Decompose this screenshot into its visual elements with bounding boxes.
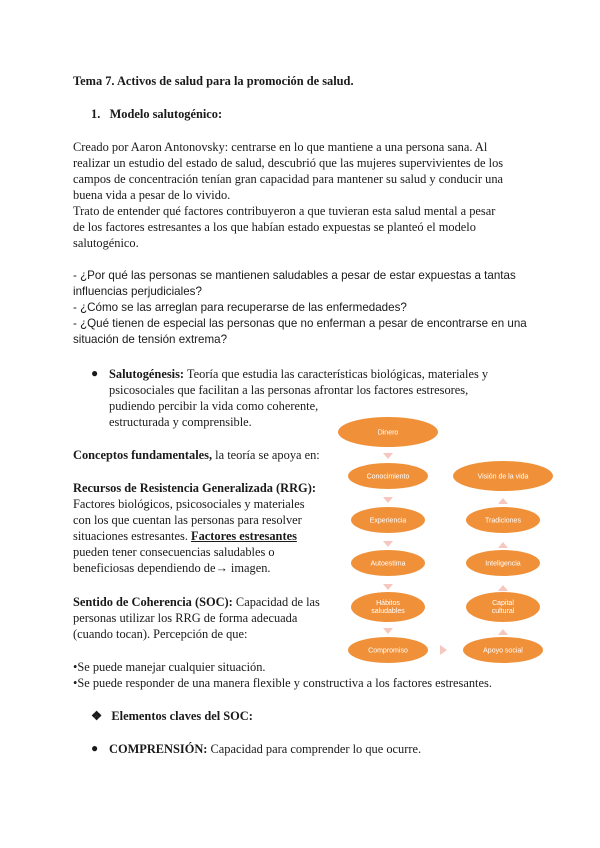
- arrow-up-icon: [498, 585, 508, 591]
- question-line: situación de tensión extrema?: [73, 333, 228, 346]
- intro-line: Creado por Aaron Antonovsky: centrarse en lo que mantiene a una persona sana. Al: [73, 140, 488, 154]
- intro-line: realizar un estudio del estado de salud, descubrió que las mujeres supervivientes de los: [73, 156, 504, 170]
- arrow-down-icon: [383, 541, 393, 547]
- rrg-text: situaciones estresantes.: [73, 529, 192, 543]
- intro-line: Trato de entender qué factores contribuyeron a que tuvieran esta salud mental a pesar: [73, 204, 496, 218]
- question-line: influencias perjudiciales?: [73, 285, 202, 298]
- conceptos-term: Conceptos fundamentales,: [73, 448, 213, 462]
- comprension-text: Capacidad para comprender lo que ocurre.: [207, 742, 422, 756]
- arrow-up-icon: [498, 629, 508, 635]
- arrow-right-icon: [440, 645, 447, 655]
- node-label: cultural: [491, 608, 515, 615]
- rrg-line: con los que cuentan las personas para resolver: [73, 513, 302, 527]
- health-assets-diagram: [336, 385, 556, 670]
- conceptos-line: [73, 447, 320, 463]
- question-line: - ¿Por qué las personas se mantienen saludables a pesar de estar expuestas a tantas: [73, 269, 516, 282]
- node-label: Dinero: [377, 429, 399, 437]
- node-label: saludables: [371, 608, 405, 615]
- soc-point: •Se puede manejar cualquier situación.: [73, 660, 266, 674]
- rrg-line: [73, 528, 297, 544]
- arrow-down-icon: [383, 453, 393, 459]
- comprension-line: [109, 741, 421, 757]
- node-label: Capital: [492, 600, 514, 607]
- node-label: Compromiso: [368, 647, 408, 655]
- saluto-line: psicosociales que facilitan a las personas afrontar los factores estresores,: [109, 383, 469, 397]
- section-label: Modelo salutogénico:: [109, 107, 223, 121]
- factores-estresantes-term: Factores estresantes: [191, 529, 297, 543]
- intro-line: de los factores estresantes a los que habían estado expuestas se planteó el modelo: [73, 220, 476, 234]
- rrg-line: beneficiosas dependiendo de→ imagen.: [73, 561, 271, 575]
- arrow-down-icon: [383, 584, 393, 590]
- rrg-line: Factores biológicos, psicosociales y materiales: [73, 497, 305, 511]
- question-line: - ¿Qué tienen de especial las personas que no enferman a pesar de encontrarse en una: [73, 317, 527, 330]
- diamond-bullet-icon: ❖: [91, 709, 103, 723]
- arrow-up-icon: [498, 542, 508, 548]
- question-line: - ¿Cómo se las arreglan para recuperarse de las enfermedades?: [73, 301, 407, 314]
- soc-term: Sentido de Coherencia (SOC):: [73, 595, 233, 609]
- node-label: Hábitos: [376, 600, 400, 607]
- arrow-up-icon: [498, 498, 508, 504]
- arrow-down-icon: [383, 628, 393, 634]
- section-number: 1.: [91, 107, 101, 121]
- elementos-label: Elementos claves del SOC:: [111, 709, 253, 723]
- node-label: Inteligencia: [485, 560, 521, 568]
- soc-line: [73, 594, 320, 610]
- rrg-line: pueden tener consecuencias saludables o: [73, 545, 275, 559]
- soc-line: personas utilizar los RRG de forma adecuada: [73, 611, 298, 625]
- node-habitos: [351, 592, 425, 622]
- soc-point: •Se puede responder de una manera flexible y constructiva a los factores estresantes.: [73, 676, 492, 690]
- arrow-down-icon: [383, 497, 393, 503]
- elementos-heading: [91, 708, 253, 724]
- saluto-line: estructurada y comprensible.: [109, 415, 252, 429]
- node-capital: [466, 592, 540, 622]
- saluto-term: Salutogénesis:: [109, 367, 185, 381]
- section-heading: [91, 106, 222, 122]
- intro-line: buena vida a pesar de lo vivido.: [73, 188, 231, 202]
- saluto-line: pudiendo percibir la vida como coherente,: [109, 399, 319, 413]
- node-label: Autoestima: [370, 560, 406, 568]
- node-label: Experiencia: [369, 517, 407, 525]
- intro-line: campos de concentración tenían gran capacidad para mantener su salud y conducir una: [73, 172, 504, 186]
- node-label: Visión de la vida: [477, 473, 529, 481]
- rrg-term: Recursos de Resistencia Generalizada (RRG):: [73, 481, 316, 495]
- document-title: Tema 7. Activos de salud para la promoción de salud.: [73, 74, 354, 88]
- saluto-line: [109, 366, 488, 382]
- intro-line: salutogénico.: [73, 236, 139, 250]
- saluto-text: Teoría que estudia las características biológicas, materiales y: [184, 367, 489, 381]
- node-label: Apoyo social: [483, 647, 523, 655]
- conceptos-text: la teoría se apoya en:: [212, 448, 320, 462]
- node-label: Tradiciones: [485, 517, 521, 525]
- node-label: Conocimiento: [366, 473, 410, 481]
- bullet-dot-icon: ●: [91, 366, 99, 380]
- comprension-term: COMPRENSIÓN:: [109, 742, 208, 756]
- soc-text: Capacidad de las: [232, 595, 320, 609]
- bullet-dot-icon: ●: [91, 741, 99, 755]
- soc-line: (cuando tocan). Percepción de que:: [73, 627, 248, 641]
